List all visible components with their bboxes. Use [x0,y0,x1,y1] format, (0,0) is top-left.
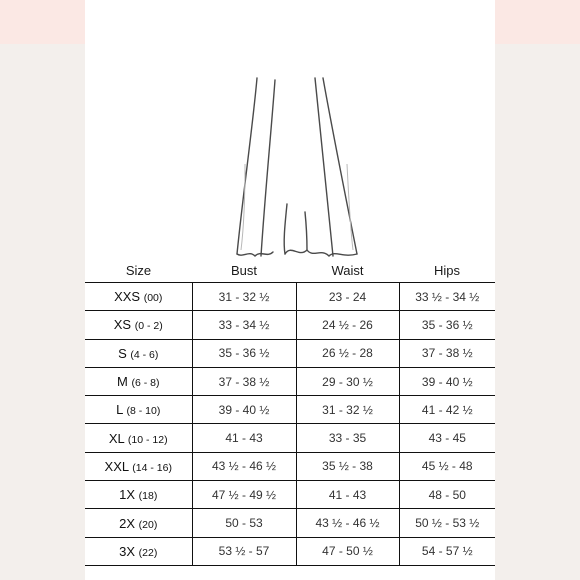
size-range: (20) [138,518,158,531]
size-range: (00) [143,292,163,305]
size-chart-header [85,258,495,283]
table-row [85,481,495,509]
table-row [85,367,495,395]
hips-value: 33 ½ - 34 ½ [399,283,495,311]
size-range: (10 - 12) [127,433,168,446]
size-name: XS [113,317,132,333]
header-size: Size [125,262,152,278]
size-label [85,367,192,395]
size-name: 3X [119,543,136,559]
waist-value: 29 - 30 ½ [296,367,399,395]
bust-value: 35 - 36 ½ [192,339,296,367]
size-name: S [118,345,127,361]
hips-value: 39 - 40 ½ [399,367,495,395]
size-name: M [117,374,128,390]
waist-value: 33 - 35 [296,424,399,452]
size-range: (14 - 16) [132,461,172,474]
bust-value: 47 ½ - 49 ½ [192,481,296,509]
waist-value: 26 ½ - 28 [296,339,399,367]
size-label [85,396,192,424]
waist-value: 41 - 43 [296,481,399,509]
dress-illustration-icon [85,44,495,264]
size-label [85,481,192,509]
header-hips: Hips [433,262,460,278]
waist-value: 35 ½ - 38 [296,452,399,480]
waist-value: 31 - 32 ½ [296,396,399,424]
hips-value: 37 - 38 ½ [399,339,495,367]
size-range: (8 - 10) [126,405,161,418]
hips-value: 48 - 50 [399,481,495,509]
table-row [85,452,495,480]
size-label [85,509,192,537]
bust-value: 37 - 38 ½ [192,367,296,395]
size-label [85,339,192,367]
waist-value: 43 ½ - 46 ½ [296,509,399,537]
waist-value: 24 ½ - 26 [296,311,399,339]
table-row [85,424,495,452]
waist-value: 23 - 24 [296,283,399,311]
size-range: (0 - 2) [134,320,163,333]
size-range: (6 - 8) [131,377,160,390]
size-label [85,311,192,339]
bust-value: 50 - 53 [192,509,296,537]
table-row [85,509,495,537]
hips-value: 43 - 45 [399,424,495,452]
bust-value: 31 - 32 ½ [192,283,296,311]
header-waist: Waist [331,262,364,278]
size-chart-table [85,258,495,566]
bust-value: 53 ½ - 57 [192,537,296,565]
size-label [85,452,192,480]
bust-value: 33 - 34 ½ [192,311,296,339]
table-row [85,311,495,339]
table-row [85,537,495,565]
hips-value: 45 ½ - 48 [399,452,495,480]
size-name: XXS [114,289,141,305]
size-name: 1X [119,487,136,503]
size-range: (22) [138,546,158,559]
size-label [85,424,192,452]
size-label [85,283,192,311]
table-row [85,396,495,424]
bust-value: 43 ½ - 46 ½ [192,452,296,480]
size-range: (4 - 6) [130,348,159,361]
hips-value: 54 - 57 ½ [399,537,495,565]
bust-value: 39 - 40 ½ [192,396,296,424]
hips-value: 35 - 36 ½ [399,311,495,339]
header-bust: Bust [230,262,257,278]
size-name: L [116,402,123,418]
table-row [85,339,495,367]
table-row [85,283,495,311]
size-name: 2X [119,515,136,531]
bust-value: 41 - 43 [192,424,296,452]
size-range: (18) [138,490,158,503]
hips-value: 41 - 42 ½ [399,396,495,424]
size-name: XL [108,430,125,446]
hips-value: 50 ½ - 53 ½ [399,509,495,537]
size-label [85,537,192,565]
waist-value: 47 - 50 ½ [296,537,399,565]
size-name: XXL [104,458,129,474]
